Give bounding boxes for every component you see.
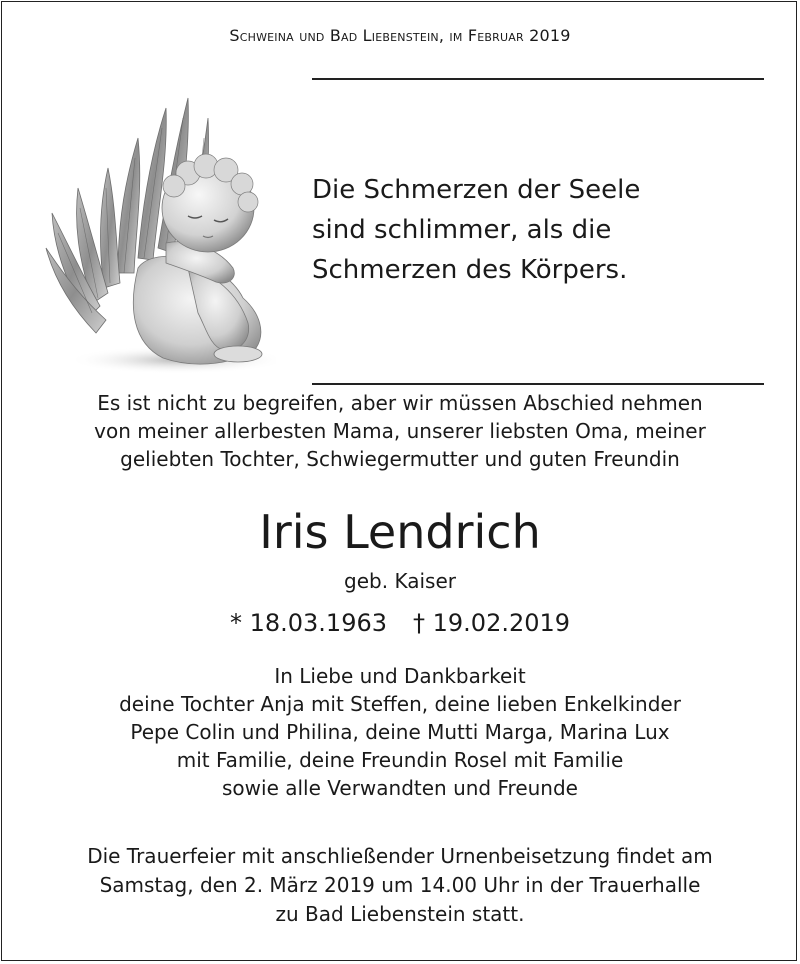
- quote-line: Schmerzen des Körpers.: [312, 255, 628, 285]
- birth-name: geb. Kaiser: [344, 569, 456, 593]
- intro-line: geliebten Tochter, Schwiegermutter und guten Freundin: [120, 447, 680, 471]
- mourners-line: In Liebe und Dankbarkeit: [274, 664, 526, 688]
- mourners-line: mit Familie, deine Freundin Rosel mit Familie: [176, 748, 624, 772]
- intro-line: von meiner allerbesten Mama, unserer liebsten Oma, meiner: [94, 419, 706, 443]
- mourners-list: [0, 662, 800, 802]
- place-date-line: Schweina und Bad Liebenstein, im Februar 2019: [229, 26, 571, 45]
- quote-block: [312, 170, 772, 290]
- top-rule: [312, 78, 764, 80]
- life-dates: [0, 606, 800, 640]
- mourners-line: sowie alle Verwandten und Freunde: [222, 776, 578, 800]
- funeral-info: [0, 842, 800, 929]
- bottom-rule: [312, 383, 764, 385]
- intro-line: Es ist nicht zu begreifen, aber wir müssen Abschied nehmen: [97, 391, 703, 415]
- mourners-line: Pepe Colin und Philina, deine Mutti Marga, Marina Lux: [130, 720, 670, 744]
- birth-date: * 18.03.1963: [229, 609, 387, 637]
- funeral-line: zu Bad Liebenstein statt.: [275, 902, 525, 926]
- funeral-line: Samstag, den 2. März 2019 um 14.00 Uhr in der Trauerhalle: [99, 873, 701, 897]
- sleeping-angel-icon: [38, 78, 276, 378]
- quote-line: Die Schmerzen der Seele: [312, 175, 641, 205]
- deceased-name: Iris Lendrich: [259, 505, 541, 559]
- mourners-line: deine Tochter Anja mit Steffen, deine lieben Enkelkinder: [119, 692, 681, 716]
- quote-line: sind schlimmer, als die: [312, 215, 612, 245]
- death-date: † 19.02.2019: [413, 609, 571, 637]
- funeral-line: Die Trauerfeier mit anschließender Urnenbeisetzung findet am: [87, 844, 713, 868]
- intro-text: [0, 389, 800, 473]
